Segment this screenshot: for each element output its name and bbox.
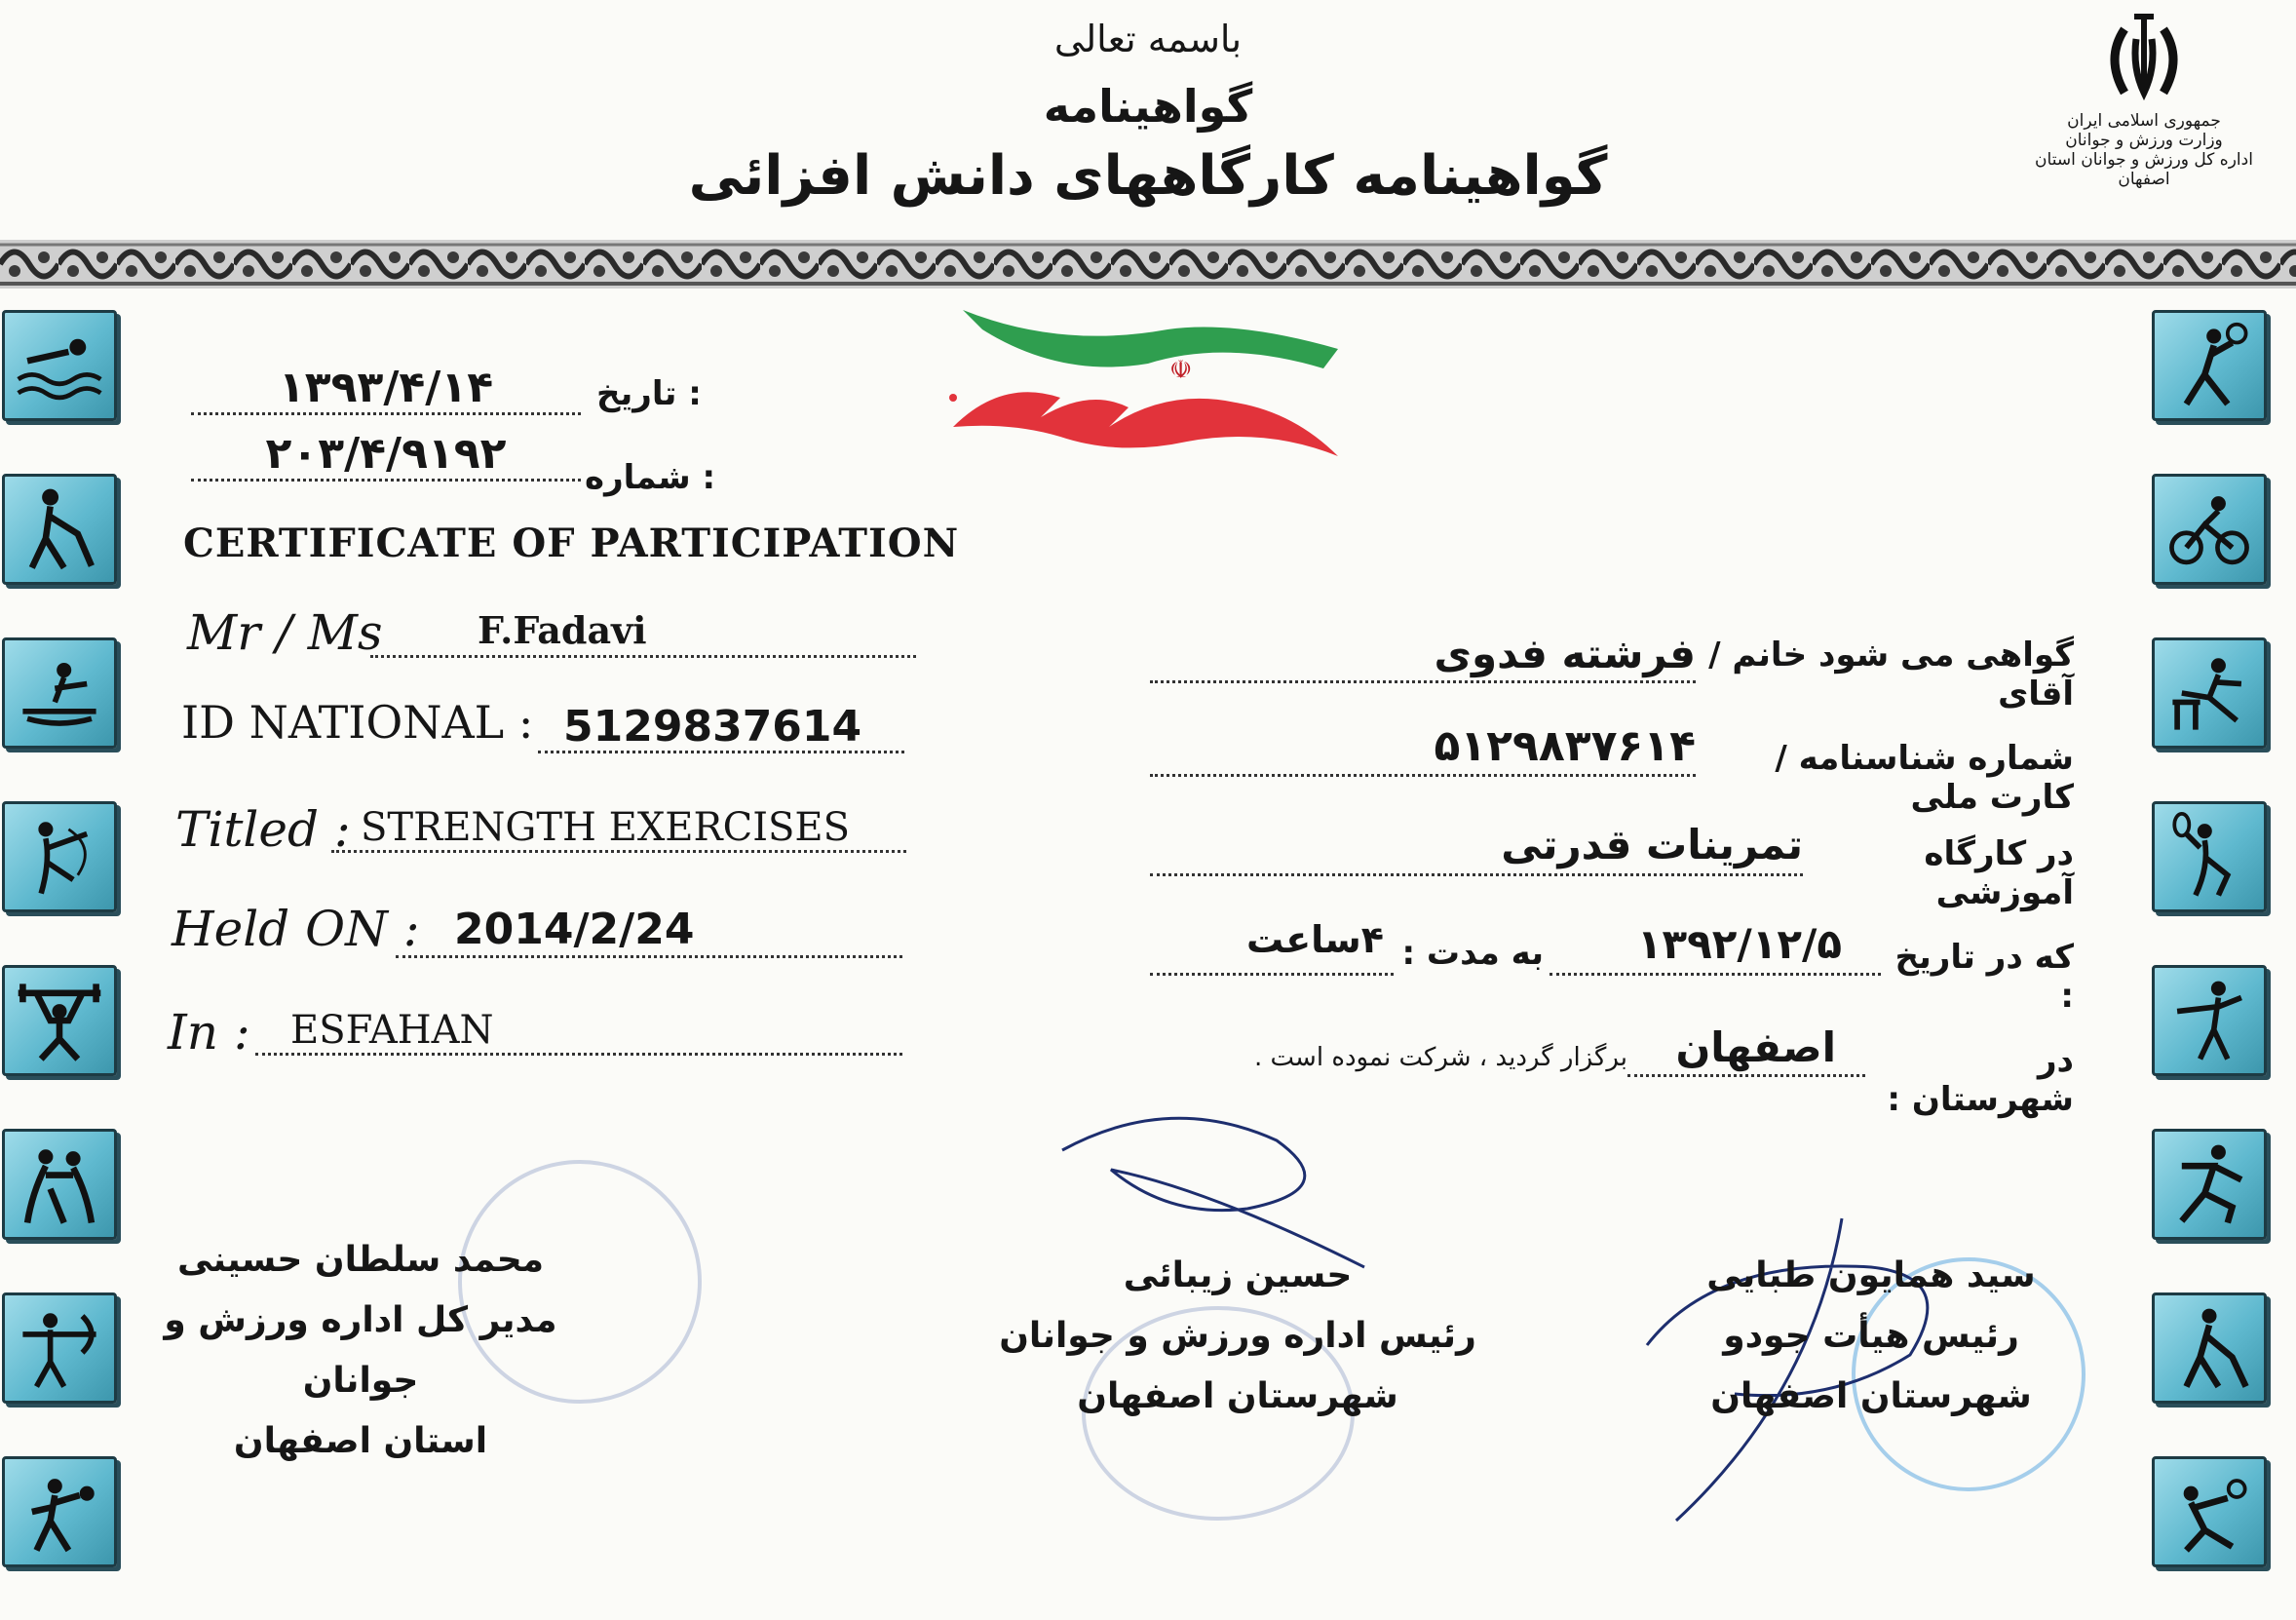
tennis-icon: [2152, 310, 2267, 421]
workshop-value-fa: تمرینات قدرتی: [1501, 821, 1803, 868]
name-value-en: F.Fadavi: [478, 608, 647, 652]
bismillah: باسمه تعالی: [1053, 18, 1243, 60]
closing-text-fa: برگزار گردید ، شرکت نموده است .: [1254, 1043, 1627, 1072]
number-label: : شماره: [585, 458, 716, 497]
name-line-fa: [1150, 632, 1696, 683]
cycling-icon: [2152, 474, 2267, 585]
volleyball-icon: [2152, 1456, 2267, 1567]
signer-region: شهرستان اصفهان: [1077, 1376, 1398, 1416]
name-line-en: [370, 606, 916, 658]
hockey-icon: [2, 474, 117, 585]
id-line-en: [538, 702, 904, 753]
signature-block-director-general: [117, 1230, 604, 1472]
signature-block-judo-head: [1676, 1246, 2066, 1427]
id-value-fa: ۵۱۲۹۸۳۷۶۱۴: [1434, 721, 1696, 771]
emblem-line: اداره کل ورزش و جوانان استان اصفهان: [2035, 150, 2253, 189]
hurdles-icon: [2152, 637, 2267, 749]
city-line-fa: [1627, 1025, 1865, 1077]
badminton-icon: [2152, 801, 2267, 912]
boxing-icon: [2, 1456, 117, 1567]
swimming-icon: [2, 310, 117, 421]
titled-line-en: [331, 803, 906, 853]
held-label-en: Held ON :: [172, 901, 420, 957]
date-label: : تاریخ: [596, 374, 702, 413]
name-value-fa: فرشته فدوی: [1434, 630, 1696, 677]
sport-icons-left: [2, 310, 123, 1620]
in-line-en: [255, 1004, 902, 1056]
certificate-title: گواهینامه: [1043, 80, 1253, 133]
hockey-icon: [2152, 1292, 2267, 1404]
emblem-line: جمهوری اسلامی ایران: [2067, 111, 2221, 131]
iran-emblem-icon: [2095, 10, 2193, 107]
signer-title: رئیس اداره ورزش و جوانان: [999, 1316, 1476, 1356]
fencing-icon: [2152, 965, 2267, 1076]
name-label-en: Mr / Ms: [187, 604, 383, 661]
signer-name: حسین زیبائی: [1123, 1255, 1353, 1295]
in-value-en: ESFAHAN: [290, 1008, 494, 1053]
rowing-icon: [2, 637, 117, 749]
date-value: ۱۳۹۳/۴/۱۴: [191, 363, 581, 415]
duration-label-fa: به مدت :: [1401, 934, 1544, 973]
wrestling-icon: [2, 1129, 117, 1240]
city-label-fa: در شهرستان :: [1887, 1041, 2074, 1119]
workshop-line-fa: [1150, 823, 1803, 876]
emblem-line: وزارت ورزش و جوانان: [2065, 131, 2223, 150]
signer-name: سید همایون طبایی: [1706, 1255, 2036, 1295]
sport-icons-right: [2152, 310, 2273, 1620]
iran-flag-logo: [943, 310, 1343, 466]
date-label-fa: که در تاریخ :: [1894, 938, 2074, 1016]
archery-icon: [2, 1292, 117, 1404]
certificate-subtitle: گواهینامه کارگاههای دانش افزائی: [688, 144, 1608, 208]
id-label-en: ID NATIONAL :: [181, 696, 534, 749]
ministry-emblem: [2027, 10, 2261, 189]
id-line-fa: [1150, 723, 1696, 777]
in-label-en: In :: [168, 1004, 250, 1061]
signer-region: استان اصفهان: [233, 1421, 488, 1461]
signer-title: مدیر کل اداره ورزش و جوانان: [164, 1300, 557, 1401]
ornamental-border: [0, 240, 2296, 289]
titled-label-en: Titled :: [175, 801, 351, 858]
signer-region: شهرستان اصفهان: [1710, 1376, 2032, 1416]
signature-block-office-head: [994, 1246, 1481, 1427]
number-value: ۲۰۳/۴/۹۱۹۲: [191, 429, 581, 482]
svg-text:☫: ☫: [1169, 356, 1193, 385]
city-value-fa: اصفهان: [1675, 1023, 1836, 1071]
workshop-label-fa: در کارگاه آموزشی: [1924, 834, 2074, 912]
weightlifting-icon: [2, 965, 117, 1076]
name-label-fa: گواهی می شود خانم /آقای: [1708, 636, 2074, 714]
duration-line-fa: [1150, 918, 1394, 976]
date-line-fa: [1550, 922, 1881, 976]
id-value-en: 5129837614: [563, 702, 862, 752]
certificate-heading: CERTIFICATE OF PARTICIPATION: [183, 521, 960, 566]
running-icon: [2152, 1129, 2267, 1240]
duration-value-fa: ۴ساعت: [1245, 918, 1384, 961]
gymnastics-icon: [2, 801, 117, 912]
id-label-fa: شماره شناسنامه /کارت ملی: [1775, 739, 2074, 817]
held-line-en: [396, 905, 902, 958]
signer-name: محمد سلطان حسینی: [176, 1240, 545, 1280]
held-value-en: 2014/2/24: [454, 905, 695, 954]
date-value-fa: ۱۳۹۲/۱۲/۵: [1636, 920, 1842, 968]
titled-value-en: STRENGTH EXERCISES: [361, 805, 851, 850]
signer-title: رئیس هیأت جودو: [1723, 1316, 2019, 1356]
